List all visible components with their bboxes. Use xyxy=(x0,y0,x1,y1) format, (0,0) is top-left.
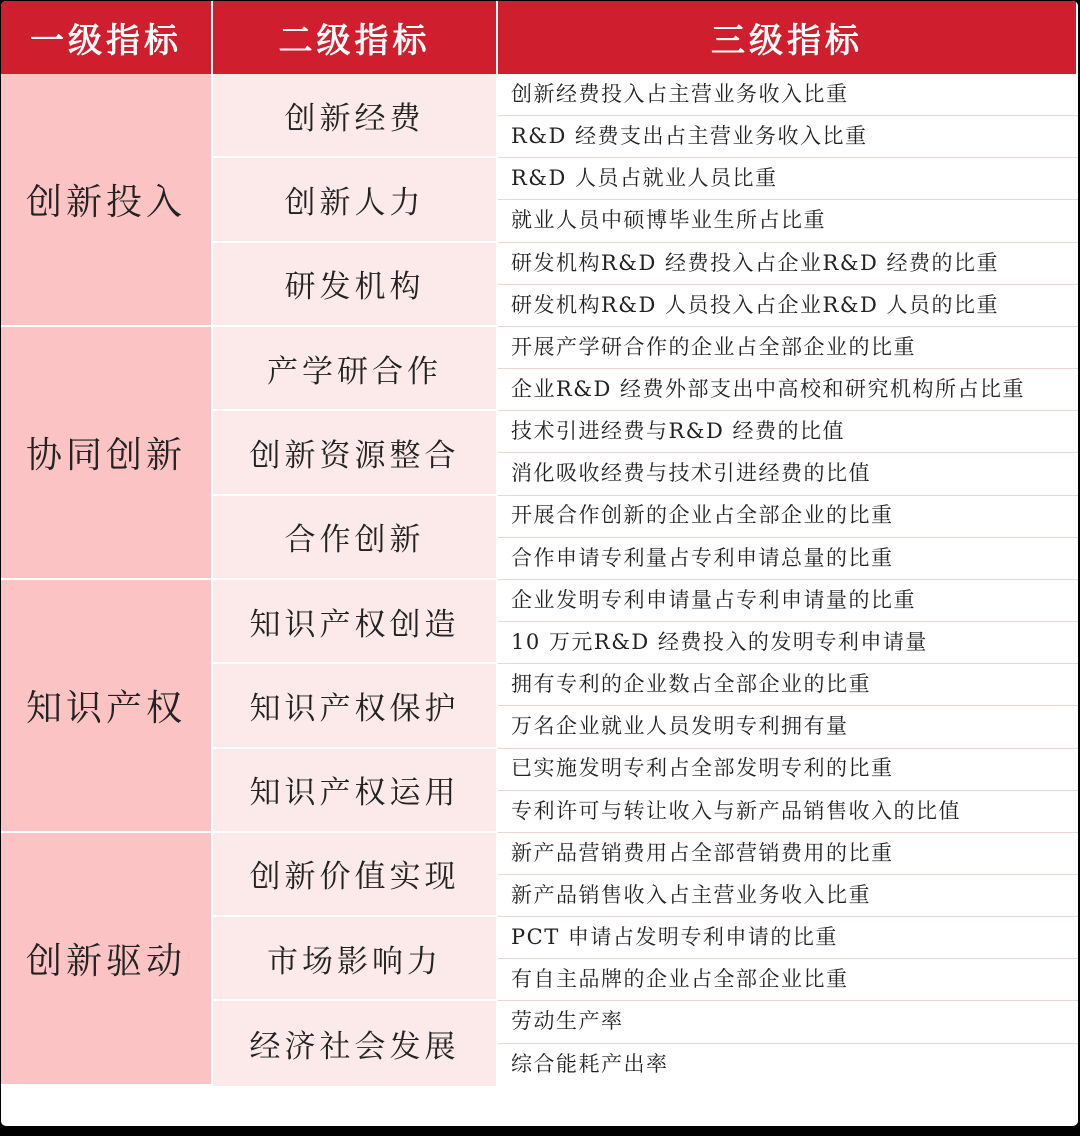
level2-cell: 知识产权创造 xyxy=(213,580,498,664)
level2-cell: 市场影响力 xyxy=(213,917,498,1001)
level3-cell: 10 万元R&D 经费投入的发明专利申请量 xyxy=(498,622,1078,664)
level3-cell: 消化吸收经费与技术引进经费的比值 xyxy=(498,453,1078,495)
level3-cell: 开展合作创新的企业占全部企业的比重 xyxy=(498,496,1078,538)
level1-cell: 协同创新 xyxy=(1,327,213,580)
level3-cell: 有自主品牌的企业占全部企业比重 xyxy=(498,959,1078,1001)
level2-cell: 产学研合作 xyxy=(213,327,498,411)
header-level1: 一级指标 xyxy=(1,1,213,74)
level2-cell: 知识产权运用 xyxy=(213,749,498,833)
level1-cell: 创新投入 xyxy=(1,74,213,327)
level3-cell: 创新经费投入占主营业务收入比重 xyxy=(498,74,1078,116)
level3-cell: PCT 申请占发明专利申请的比重 xyxy=(498,917,1078,959)
level3-cell: 万名企业就业人员发明专利拥有量 xyxy=(498,706,1078,748)
level3-cell: R&D 经费支出占主营业务收入比重 xyxy=(498,116,1078,158)
level2-cell: 合作创新 xyxy=(213,496,498,580)
level3-cell: 开展产学研合作的企业占全部企业的比重 xyxy=(498,327,1078,369)
level3-cell: 研发机构R&D 经费投入占企业R&D 经费的比重 xyxy=(498,243,1078,285)
level1-cell: 创新驱动 xyxy=(1,833,213,1086)
level2-cell: 创新人力 xyxy=(213,158,498,242)
level2-cell: 创新资源整合 xyxy=(213,411,498,495)
level3-cell: 劳动生产率 xyxy=(498,1001,1078,1043)
level3-cell: 新产品销售收入占主营业务收入比重 xyxy=(498,875,1078,917)
level3-cell: 新产品营销费用占全部营销费用的比重 xyxy=(498,833,1078,875)
level3-cell: 专利许可与转让收入与新产品销售收入的比值 xyxy=(498,791,1078,833)
level1-cell: 知识产权 xyxy=(1,580,213,833)
level2-cell: 创新经费 xyxy=(213,74,498,158)
header-level2: 二级指标 xyxy=(213,1,498,74)
indicator-table xyxy=(1,1,1078,1086)
level2-cell: 知识产权保护 xyxy=(213,664,498,748)
level2-cell: 经济社会发展 xyxy=(213,1001,498,1085)
level3-cell: 研发机构R&D 人员投入占企业R&D 人员的比重 xyxy=(498,285,1078,327)
level2-cell: 研发机构 xyxy=(213,243,498,327)
level3-cell: 合作申请专利量占专利申请总量的比重 xyxy=(498,538,1078,580)
indicator-table-card xyxy=(1,1,1078,1126)
level3-cell: 就业人员中硕博毕业生所占比重 xyxy=(498,200,1078,242)
level2-cell: 创新价值实现 xyxy=(213,833,498,917)
level3-cell: 企业发明专利申请量占专利申请量的比重 xyxy=(498,580,1078,622)
level3-cell: 已实施发明专利占全部发明专利的比重 xyxy=(498,749,1078,791)
level3-cell: 综合能耗产出率 xyxy=(498,1044,1078,1086)
header-level3: 三级指标 xyxy=(498,1,1078,74)
level3-cell: R&D 人员占就业人员比重 xyxy=(498,158,1078,200)
level3-cell: 拥有专利的企业数占全部企业的比重 xyxy=(498,664,1078,706)
level3-cell: 企业R&D 经费外部支出中高校和研究机构所占比重 xyxy=(498,369,1078,411)
level3-cell: 技术引进经费与R&D 经费的比值 xyxy=(498,411,1078,453)
